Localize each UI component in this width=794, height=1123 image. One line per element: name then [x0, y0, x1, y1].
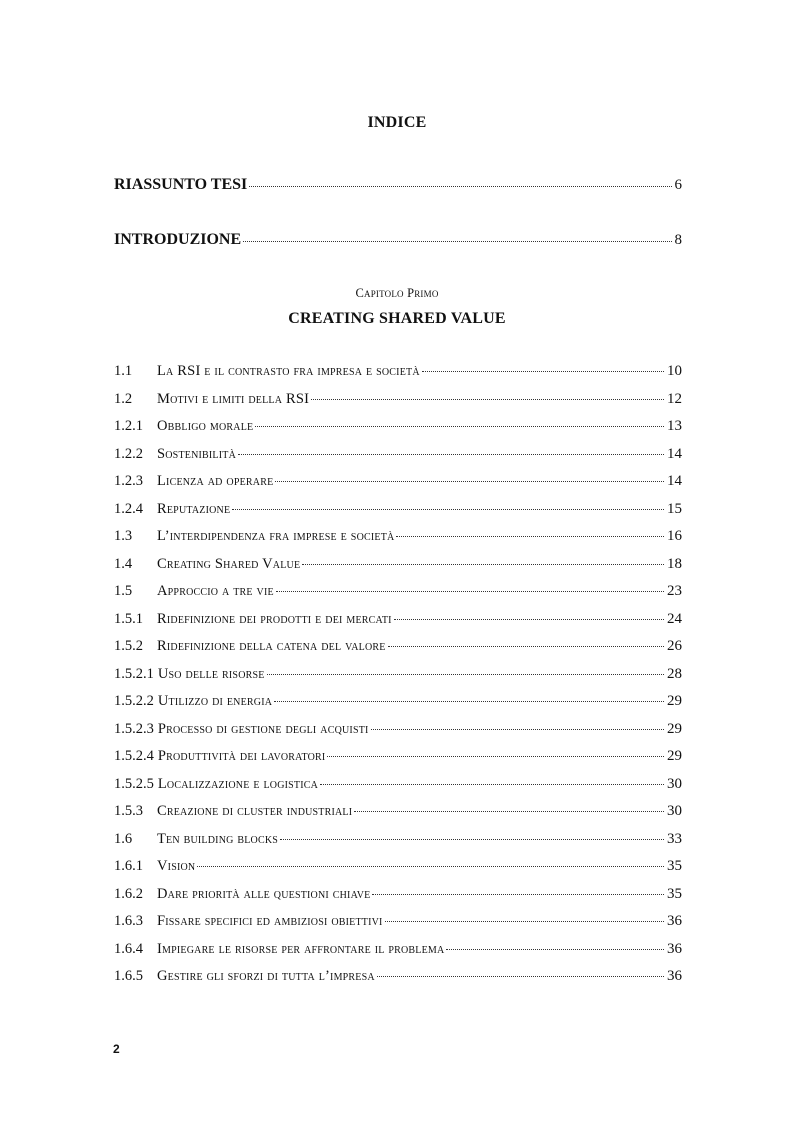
dot-leader — [371, 728, 664, 730]
toc-row-title: Creazione di cluster industriali — [157, 803, 353, 819]
toc-entry-label: RIASSUNTO TESI — [114, 176, 248, 193]
toc-row[interactable] — [114, 886, 682, 914]
dot-leader — [274, 700, 664, 702]
toc-row-page: 36 — [667, 940, 682, 957]
toc-row-page: 36 — [667, 913, 682, 929]
toc-row-number: 1.5.2.3 — [114, 720, 154, 737]
toc-row-number: 1.5.2 — [114, 638, 143, 654]
dot-leader — [422, 370, 664, 372]
toc-row-number: 1.6.2 — [114, 885, 143, 902]
toc-row-number: 1.2.3 — [114, 473, 143, 489]
dot-leader — [372, 893, 664, 895]
toc-row-page: 12 — [667, 390, 682, 407]
toc-row[interactable] — [114, 556, 682, 584]
toc-row-title: L’interdipendenza fra imprese e società — [157, 528, 395, 544]
toc-row-page: 35 — [667, 885, 682, 902]
toc-row-page: 29 — [667, 748, 682, 764]
toc-row[interactable] — [114, 968, 682, 996]
toc-entry-introduzione[interactable] — [114, 231, 682, 249]
toc-row-page: 33 — [667, 830, 682, 847]
dot-leader — [377, 975, 664, 977]
toc-row-title: Ridefinizione dei prodotti e dei mercati — [157, 610, 392, 627]
toc-row-title: Obbligo morale — [157, 418, 254, 434]
toc-row[interactable] — [114, 831, 682, 859]
toc-row-number: 1.5.1 — [114, 610, 143, 627]
toc-row-page: 35 — [667, 858, 682, 874]
index-heading: INDICE — [367, 114, 427, 131]
dot-leader — [276, 590, 664, 592]
toc-row-number: 1.6 — [114, 830, 133, 847]
toc-row-number: 1.3 — [114, 528, 133, 544]
toc-row-title: Dare priorità alle questioni chiave — [157, 885, 371, 902]
toc-row-number: 1.5.2.2 — [114, 693, 154, 709]
toc-row-title: Localizzazione e logistica — [157, 775, 319, 792]
toc-row-page: 29 — [667, 720, 682, 737]
toc-row[interactable] — [114, 721, 682, 749]
toc-row-title: Approccio a tre vie — [157, 583, 274, 599]
dot-leader — [388, 645, 664, 647]
toc-row-page: 23 — [667, 583, 682, 599]
toc-row[interactable] — [114, 913, 682, 941]
toc-row-number: 1.6.1 — [114, 858, 143, 874]
toc-row-page: 13 — [667, 418, 682, 434]
toc-row[interactable] — [114, 528, 682, 556]
toc-row[interactable] — [114, 693, 682, 721]
toc-row-number: 1.2 — [114, 390, 133, 407]
toc-row-page: 14 — [667, 473, 682, 489]
dot-leader — [255, 425, 664, 427]
toc-entry-label: INTRODUZIONE — [114, 231, 242, 248]
toc-row-number: 1.6.4 — [114, 940, 143, 957]
toc-row-title: Creating Shared Value — [157, 555, 301, 572]
toc-row-title: Produttività dei lavoratori — [157, 748, 326, 764]
toc-row-number: 1.5.2.1 — [114, 665, 154, 682]
page-number: 2 — [113, 1042, 120, 1056]
toc-row-number: 1.6.3 — [114, 913, 143, 929]
dot-leader — [327, 755, 664, 757]
toc-row[interactable] — [114, 501, 682, 529]
toc-row-page: 18 — [667, 555, 682, 572]
toc-row-title: Uso delle risorse — [157, 665, 265, 682]
toc-row-number: 1.5.3 — [114, 803, 143, 819]
dot-leader — [249, 185, 671, 187]
toc-row-page: 36 — [667, 968, 682, 984]
toc-row-title: Ridefinizione della catena del valore — [157, 638, 386, 654]
toc-row[interactable] — [114, 583, 682, 611]
toc-row-title: Vision — [157, 858, 196, 874]
toc-row-title: Licenza ad operare — [157, 473, 274, 489]
toc-row-number: 1.5 — [114, 583, 133, 599]
toc-row-title: Motivi e limiti della RSI — [157, 390, 310, 407]
toc-row-number: 1.1 — [114, 363, 133, 379]
toc-row-title: Utilizzo di energia — [157, 693, 273, 709]
dot-leader — [354, 810, 664, 812]
dot-leader — [267, 673, 664, 675]
dot-leader — [394, 618, 664, 620]
toc-row-page: 24 — [667, 610, 682, 627]
toc-row[interactable] — [114, 941, 682, 969]
toc-row-number: 1.6.5 — [114, 968, 143, 984]
toc-row-title: Gestire gli sforzi di tutta l’impresa — [157, 968, 375, 984]
toc-row-page: 16 — [667, 528, 682, 544]
toc-row-number: 1.4 — [114, 555, 133, 572]
toc-row-title: Processo di gestione degli acquisti — [157, 720, 369, 737]
toc-row-number: 1.2.1 — [114, 418, 143, 434]
toc-row-page: 30 — [667, 775, 682, 792]
toc-row-title: Reputazione — [157, 500, 231, 517]
dot-leader — [320, 783, 664, 785]
toc-row-page: 28 — [667, 665, 682, 682]
toc-entry-riassunto[interactable] — [114, 176, 682, 194]
dot-leader — [446, 948, 664, 950]
toc-row-title: Fissare specifici ed ambiziosi obiettivi — [157, 913, 383, 929]
dot-leader — [275, 480, 664, 482]
dot-leader — [302, 563, 664, 565]
toc-row[interactable] — [114, 748, 682, 776]
toc-row-title: Ten building blocks — [157, 830, 279, 847]
toc-row-number: 1.2.4 — [114, 500, 143, 517]
toc-row-page: 30 — [667, 803, 682, 819]
dot-leader — [197, 865, 664, 867]
toc-row[interactable] — [114, 473, 682, 501]
toc-row[interactable] — [114, 803, 682, 831]
toc-row-number: 1.5.2.4 — [114, 748, 154, 764]
toc-row-page: 26 — [667, 638, 682, 654]
toc-row-title: Impiegare le risorse per affrontare il problema — [157, 940, 445, 957]
chapter-title: CREATING SHARED VALUE — [288, 310, 506, 327]
dot-leader — [280, 838, 664, 840]
dot-leader — [385, 920, 664, 922]
toc-entry-page: 8 — [674, 232, 682, 248]
toc-row[interactable] — [114, 776, 682, 804]
dot-leader — [311, 398, 664, 400]
toc-row[interactable] — [114, 611, 682, 639]
table-of-contents — [114, 363, 682, 996]
dot-leader — [243, 240, 671, 242]
toc-row-title: Sostenibilità — [157, 445, 236, 462]
toc-row[interactable] — [114, 391, 682, 419]
toc-row-page: 10 — [667, 363, 682, 379]
toc-row-page: 15 — [667, 500, 682, 517]
toc-row-page: 14 — [667, 445, 682, 462]
dot-leader — [232, 508, 664, 510]
toc-row[interactable] — [114, 858, 682, 886]
toc-row-number: 1.5.2.5 — [114, 775, 154, 792]
toc-row-title: La RSI e il contrasto fra impresa e società — [157, 363, 420, 379]
toc-row[interactable] — [114, 446, 682, 474]
toc-row[interactable] — [114, 418, 682, 446]
chapter-kicker: Capitolo Primo — [355, 286, 439, 300]
toc-row[interactable] — [114, 666, 682, 694]
toc-row-number: 1.2.2 — [114, 445, 143, 462]
toc-row[interactable] — [114, 363, 682, 391]
toc-entry-page: 6 — [674, 177, 682, 193]
dot-leader — [238, 453, 664, 455]
toc-row[interactable] — [114, 638, 682, 666]
dot-leader — [396, 535, 664, 537]
toc-row-page: 29 — [667, 693, 682, 709]
